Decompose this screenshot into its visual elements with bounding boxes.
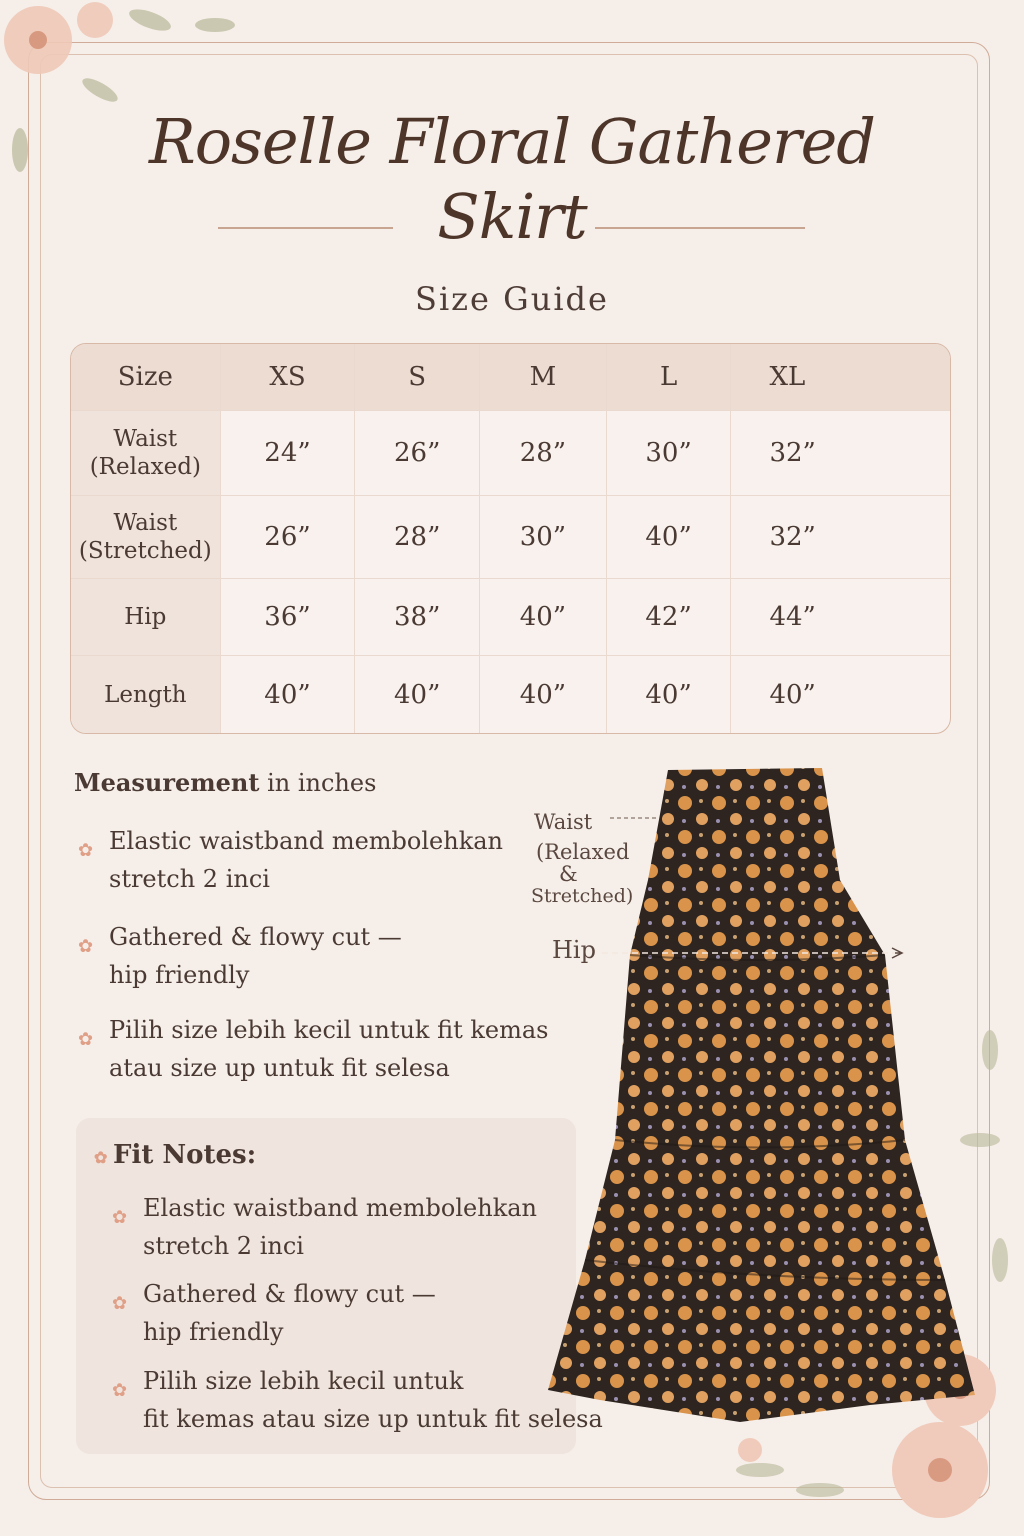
bullet-text: Pilih size lebih kecil untuk: [143, 1367, 464, 1395]
row-label-line: Waist: [113, 510, 178, 536]
row-label: [71, 411, 221, 495]
table-row: [71, 496, 950, 579]
bullet-text: hip friendly: [109, 961, 250, 989]
product-title-line1: Roselle Floral Gathered: [149, 105, 875, 178]
measurement-bold: Measurement: [74, 768, 260, 797]
header-cell: S: [355, 344, 480, 410]
bullet-text: Gathered & flowy cut —: [143, 1280, 436, 1308]
table-cell: 40”: [221, 656, 356, 734]
table-row: [71, 656, 950, 734]
bullet-text: Gathered & flowy cut —: [109, 923, 402, 951]
row-label: [71, 496, 221, 578]
flower-bullet-icon: ✿: [112, 1380, 128, 1401]
table-cell: 44”: [769, 602, 816, 632]
table-cell: 36”: [221, 579, 356, 655]
fit-note-item: [112, 1189, 537, 1265]
measurement-rest: in inches: [259, 769, 377, 797]
fit-note-item: [112, 1275, 436, 1351]
product-title-line2: Skirt: [437, 180, 587, 253]
table-row: [71, 411, 950, 496]
measurement-note: [74, 768, 376, 797]
bullet-text: fit kemas atau size up untuk fit selesa: [143, 1405, 603, 1433]
flower-bullet-icon: ✿: [78, 1029, 94, 1050]
title-divider-right: [595, 227, 805, 229]
row-label-line: Length: [104, 682, 187, 708]
table-cell: 32”: [769, 438, 816, 468]
table-cell: 42”: [607, 579, 732, 655]
waist-label: Waist: [534, 810, 593, 834]
waist-label-2: (Relaxed: [536, 840, 630, 864]
row-label-line: (Stretched): [78, 538, 212, 564]
flower-bullet-icon: ✿: [94, 1148, 113, 1167]
list-item: [78, 918, 402, 994]
table-cell: 40”: [480, 579, 607, 655]
row-label-line: Waist: [113, 426, 178, 452]
header-cell: XS: [221, 344, 356, 410]
title-divider-left: [218, 227, 393, 229]
table-header-row: [71, 344, 950, 411]
size-table: [70, 343, 951, 734]
fit-note-item: [112, 1362, 603, 1438]
table-cell: 40”: [480, 656, 607, 734]
row-label: [71, 579, 221, 655]
table-cell: 24”: [221, 411, 356, 495]
bullet-text: stretch 2 inci: [109, 865, 270, 893]
waist-label-3: &: [559, 862, 578, 886]
header-cell: L: [607, 344, 732, 410]
bullet-text: Pilih size lebih kecil untuk fit kemas: [109, 1016, 549, 1044]
table-cell: 38”: [355, 579, 480, 655]
row-label-line: (Relaxed): [89, 454, 201, 480]
table-cell: 30”: [607, 411, 732, 495]
flower-bullet-icon: ✿: [112, 1293, 128, 1314]
table-cell: 40”: [607, 656, 732, 734]
row-label: [71, 656, 221, 734]
table-cell: 28”: [355, 496, 480, 578]
table-cell: 40”: [355, 656, 480, 734]
bullet-text: Elastic waistband membolehkan: [109, 827, 503, 855]
header-cell: M: [480, 344, 607, 410]
hip-label: Hip: [552, 936, 596, 964]
bullet-text: Elastic waistband membolehkan: [143, 1194, 537, 1222]
table-cell: 26”: [221, 496, 356, 578]
table-cell: 32”: [769, 522, 816, 552]
table-cell: 28”: [480, 411, 607, 495]
bullet-text: stretch 2 inci: [143, 1232, 304, 1260]
table-row: [71, 579, 950, 656]
waist-label-4: Stretched): [531, 885, 634, 907]
header-cell: Size: [71, 344, 221, 410]
list-item: [78, 822, 503, 898]
fit-notes-title-text: Fit Notes:: [112, 1140, 257, 1170]
fit-notes-title: [94, 1140, 256, 1170]
table-cell: 40”: [607, 496, 732, 578]
flower-bullet-icon: ✿: [112, 1207, 128, 1228]
bullet-text: hip friendly: [143, 1318, 284, 1346]
table-cell: 26”: [355, 411, 480, 495]
header-cell: XL: [769, 362, 806, 392]
flower-bullet-icon: ✿: [78, 840, 94, 861]
page-subtitle: Size Guide: [415, 280, 609, 318]
table-cell: 40”: [769, 680, 816, 710]
bullet-text: atau size up untuk fit selesa: [109, 1054, 450, 1082]
flower-bullet-icon: ✿: [78, 936, 94, 957]
table-cell: 30”: [480, 496, 607, 578]
row-label-line: Hip: [124, 604, 167, 630]
list-item: [78, 1011, 549, 1087]
